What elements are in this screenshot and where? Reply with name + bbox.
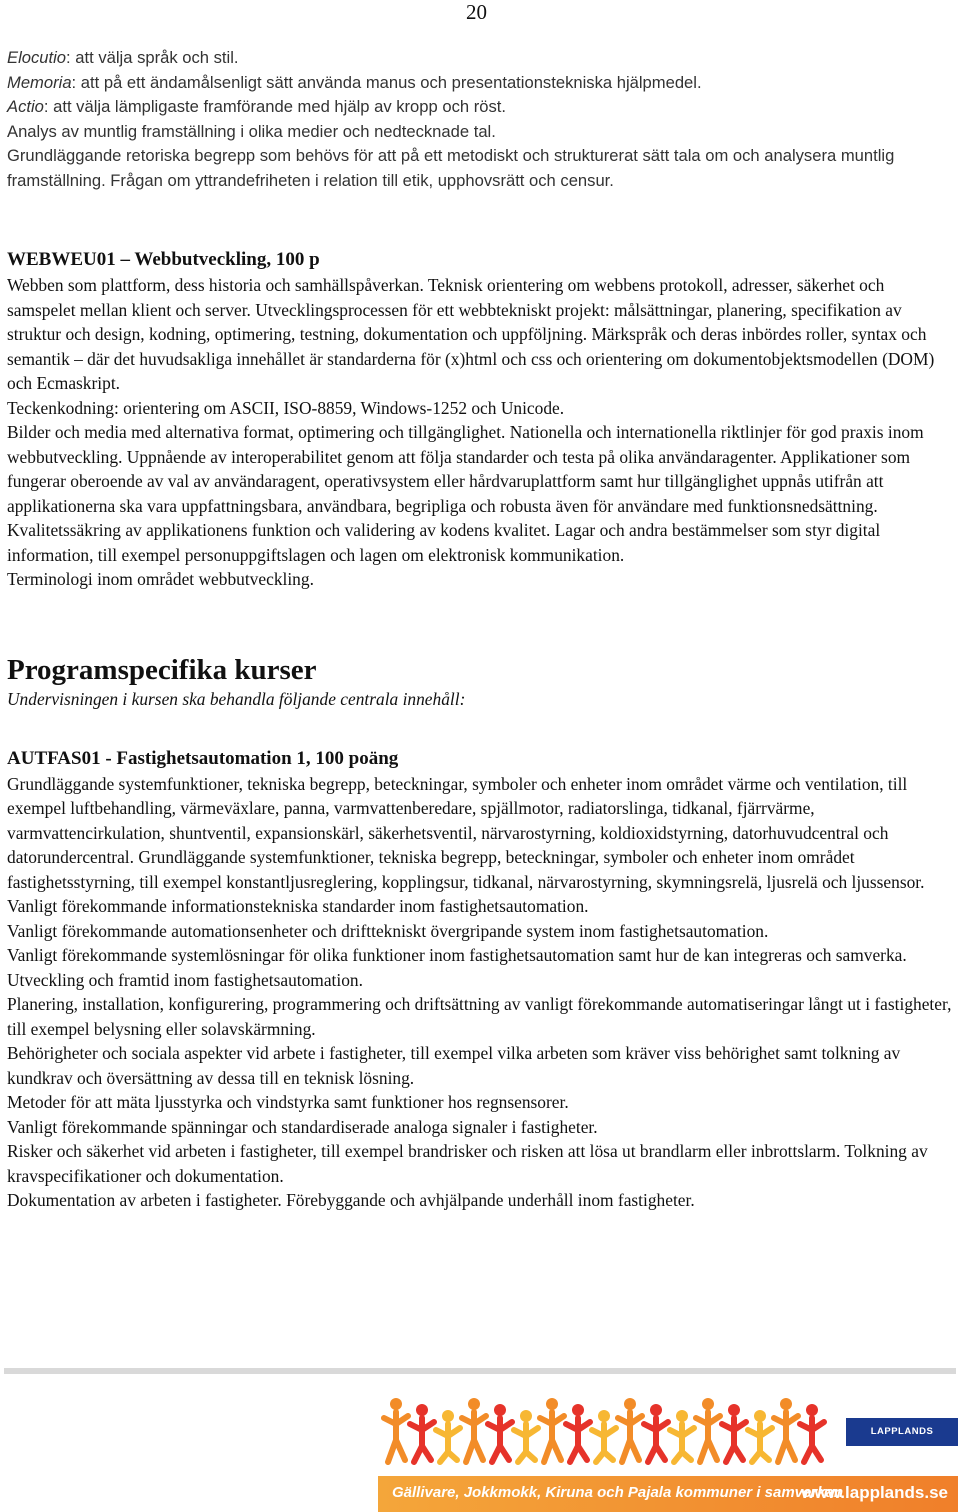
page-number: 20: [466, 0, 487, 24]
footer-bar: [378, 1476, 958, 1512]
course-paragraph: Webben som plattform, dess historia och samhällspåverkan. Teknisk orientering om webbens protokoll, adresser, säkerhet och samspelet mellan klient och server. Utvecklingsprocessen för ett webbtekniskt projekt: målsättningar, planering, specifikation av struktur och design, kodning, optimering, testning, dokumentation och uppföljning. Märkspråk och deras inbördes roller, syntax och semantik – där det huvudsakliga innehållet är standarderna för (x)html och css och orientering om dokumentobjektsmodellen (DOM) och Ecmaskript.: [7, 275, 935, 393]
retorik-term: Memoria: [7, 72, 72, 92]
section-subtitle: Undervisningen i kursen ska behandla följande centrala innehåll:: [7, 688, 466, 709]
person-figure-icon: [462, 1398, 486, 1462]
person-figure-icon: [774, 1398, 798, 1462]
course-paragraph: Vanligt förekommande systemlösningar för olika funktioner inom fastighetsautomation samt hur de kan integreras och samverka. Utveckling och framtid inom fastighetsautomation.: [7, 945, 907, 990]
retorik-item: Memoria: att på ett ändamålsenligt sätt använda manus och presentationstekniska hjälpmedel.: [7, 72, 702, 92]
course-webweu01: [7, 247, 955, 592]
course-paragraph: Kvalitetssäkring av applikationens funktion och validering av kodens kvalitet. Lagar och andra bestämmelser som styr digital information, till exempel personuppgiftslagen och lagen om elektronisk kommunikation.: [7, 520, 881, 565]
course-paragraph: Terminologi inom området webbutveckling.: [7, 569, 314, 589]
retorik-item: Grundläggande retoriska begrepp som behövs för att på ett metodiskt och strukturerat sätt tala om och analysera muntlig framställning. Frågan om yttrandefriheten i relation till etik, upphovsrätt och censur.: [7, 146, 895, 190]
person-figure-icon: [592, 1410, 616, 1462]
person-figure-icon: [748, 1410, 772, 1462]
course-paragraph: Bilder och media med alternativa format, optimering och tillgänglighet. Nationella och internationella riktlinjer för god praxis inom webbutveckling. Uppnående av interoperabilitet genom att följa standarder och testa på olika användaragenter. Applikationer som fungerar oberoende av val av användaragent, operativsystem eller hårdvaruplattform samt hur tillgänglighet uppnås utifrån att applikationerna ska vara uppfattningsbara, användbara, begripliga och robusta även för användare med funktionsnedsättning.: [7, 422, 924, 516]
course-heading: AUTFAS01 - Fastighetsautomation 1, 100 poäng: [7, 747, 399, 769]
person-figure-icon: [566, 1404, 590, 1462]
person-figure-icon: [644, 1404, 668, 1462]
footer-banner: [378, 1392, 958, 1512]
course-heading: WEBWEU01 – Webbutveckling, 100 p: [7, 249, 320, 270]
course-paragraph: Grundläggande systemfunktioner, tekniska begrepp, beteckningar, symboler och enheter inom området värme och ventilation, till exempel luftbehandling, värmeväxlare, panna, varmvattenberedare, spjällmotor, radiatorslinga, tidkanal, fjärrvärme, varmvattencirkulation, shuntventil, expansionskärl, säkerhetsventil, närvarostyrning, koldioxidstyrning, datorhuvudcentral och datorundercentral. Grundläggande systemfunktioner, tekniska begrepp, beteckningar, symboler och enheter inom området fastighetsstyrning, till exempel konstantljusreglering, kopplingsur, tidkanal, närvarostyrning, skymningsrelä, ljusrelä och ljussensor. Vanligt förekommande informationstekniska standarder inom fastighetsautomation.: [7, 773, 925, 916]
section-title: Programspecifika kurser: [7, 653, 317, 686]
course-autfas01: [7, 746, 955, 1213]
retorik-item: Analys av muntlig framställning i olika medier och nedtecknade tal.: [7, 121, 496, 141]
retorik-item: Elocutio: att välja språk och stil.: [7, 48, 239, 67]
document-body: [7, 46, 955, 1213]
footer-tagline: Gällivare, Jokkmokk, Kiruna och Pajala kommuner i samverkan: [392, 1484, 844, 1501]
person-figure-icon: [540, 1398, 564, 1462]
person-figure-icon: [696, 1398, 720, 1462]
course-paragraph: Behörigheter och sociala aspekter vid arbete i fastigheter, till exempel vilka arbeten som kräver viss behörighet samt tolkning av kundkrav och översättning av dessa till en teknisk lösning.: [7, 1043, 901, 1088]
retorik-item: Actio: att välja lämpligaste framförande med hjälp av kropp och röst.: [7, 97, 506, 116]
program-section: [7, 652, 955, 710]
course-paragraph: Metoder för att mäta ljusstyrka och vindstyrka samt funktioner hos regnsensorer.: [7, 1092, 569, 1112]
person-figure-icon: [488, 1404, 512, 1462]
person-figure-icon: [670, 1410, 694, 1462]
course-paragraph: Teckenkodning: orientering om ASCII, ISO-8859, Windows-1252 och Unicode.: [7, 397, 565, 418]
course-paragraph: Dokumentation av arbeten i fastigheter. Förebyggande och avhjälpande underhåll inom fastigheter.: [7, 1190, 695, 1210]
person-figure-icon: [384, 1398, 408, 1462]
course-paragraph: Vanligt förekommande automationsenheter och drifttekniskt övergripande system inom fastighetsautomation.: [7, 920, 769, 941]
footer-divider: [4, 1368, 956, 1374]
course-paragraph: Planering, installation, konfigurering, programmering och driftsättning av vanligt förekommande automatiseringar långt ut i fastigheter, till exempel belysning eller solavskärmning.: [7, 994, 952, 1039]
course-paragraph: Vanligt förekommande spänningar och standardiserade analoga signaler i fastigheter.: [7, 1116, 598, 1137]
course-paragraph: Risker och säkerhet vid arbeten i fastigheter, till exempel brandrisker och risken att lösa ut brandlarm eller inbrottslarm. Tolkning av kravspecifikationer och dokumentation.: [7, 1141, 928, 1186]
retorik-term: Actio: [7, 97, 44, 116]
person-figure-icon: [722, 1404, 746, 1462]
retorik-term: Elocutio: [7, 48, 67, 67]
person-figure-icon: [410, 1404, 434, 1462]
person-figure-icon: [618, 1398, 642, 1462]
person-figure-icon: [436, 1410, 460, 1462]
person-figure-icon: [800, 1404, 824, 1462]
people-logo-icon: [378, 1392, 848, 1474]
retorik-list: [7, 46, 955, 193]
lapplands-gymnasium-logo: LAPPLANDS GYMNASIUM: [846, 1418, 958, 1446]
footer-website: www.lapplands.se: [801, 1483, 948, 1502]
person-figure-icon: [514, 1410, 538, 1462]
